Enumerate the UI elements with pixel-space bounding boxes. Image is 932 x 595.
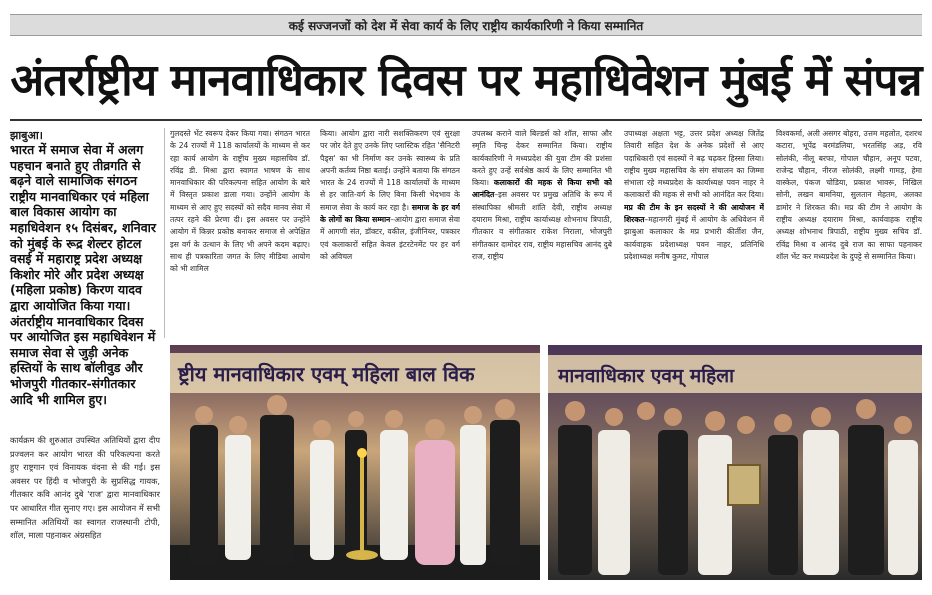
subheading: मप्र की टीम के इन सदस्यों ने की आयोजन में शिरकत — [624, 202, 764, 225]
stage-banner-text: मानवाधिकार एवम् महिला — [558, 365, 735, 387]
column-text: गुलदस्ते भेंट स्वरूप देकर किया गया। संगठन भारत के 24 राज्यों में 118 कार्यालयों के माध्यम से कर रहा कार्य आयोग के राष्ट्रीय मुख्य महासचिव डॉ. रविंद्र डी. मिश्रा द्वारा स्वागत भाषण के साथ मानवाधिकार की परिकल्पना सहित आयोग के बारे में विस्तृत प्रकाश डाला गया। उन्होंने आयोग के माध्यम से आए हुए सदस्यों को सदैव मानव सेवा में तत्पर रहने की प्रेरणा दी। इस अवसर पर उन्होंने आयोग में किन्नर प्रकोष्ठ बनाकर समाज से अपेक्षित इस वर्ग के उत्थान के लिए भी अपने कदम बढ़ाए। साथ ही पत्रकारिता जगत के लिए मीडिया आयोग को भी शामिल — [170, 129, 310, 274]
main-headline: अंतर्राष्ट्रीय मानवाधिकार दिवस पर महाधिवेशन मुंबई में संपन्न — [10, 55, 922, 106]
article-column-5 — [776, 128, 922, 338]
subheading: कलाकारों की महक से किया सभी को आनंदित — [472, 178, 612, 200]
column-text: –महानगरी मुंबई में आयोग के अधिवेशन में झाबुआ कलाकार के मप्र प्रभारी कीर्तीश जैन, कार्यवाहक प्रदेशाध्यक्ष पवन नाहर, प्रतिनिधि प्रदेशाध्यक्ष मनीष कुमट, गोपाल — [624, 215, 764, 261]
column-text: विश्वकर्मा, अली असगर बोहरा, उत्तम महलोत, दशरथ कटारा, भूपेंद्र बरमंडलिया, भरतसिंह अड़, रवि सोलंकी, नीलू बरफा, गोपाल चौहान, अनूप पटवा, राजेन्द्र चौहान, नीरज सोलंकी, लक्ष्मी गामड़, हेमा वास्केल, पंकज चोडिया, प्रकाश भावरू, निखिल सोनी, लखन बामनिया, सुलतान मेहतम, अलका डामोर ने शिरकत की। मप्र की टीम ने आयोग के राष्ट्रीय अध्यक्ष दयाराम मिश्रा, कार्यवाहक राष्ट्रीय अध्यक्ष शोभनाथ त्रिपाठी, राष्ट्रीय मुख्य सचिव डॉ. रविंद्र मिश्रा व आनंद दुबे राज का साफा पहनाकर शॉल भेंट कर मध्यप्रदेश के दुपट्टे से सम्मानित किया। — [776, 129, 922, 261]
subheading: समाज के हर वर्ग के लोगों का किया सम्मान — [320, 202, 460, 225]
photo-lamp-lighting — [170, 345, 540, 580]
article-column-3 — [472, 128, 612, 338]
dateline: झाबुआ। — [10, 129, 43, 142]
column-text: किया। आयोग द्वारा नारी सशक्तिकरण एवं सुरक्षा पर जोर देते हुए उनके लिए प्लास्टिक रहित 'सैनिटरी पैड्स' का भी निर्माण कर उनके स्वास्थ्य के प्रति अपनी कर्तव्य निष्ठा बताई। उन्होंने बताया कि संगठन भारत के 24 राज्यों में 118 कार्यालयों के माध्यम से हर जाति-वर्ग के लिए बिना किसी भेदभाव के समाज सेवा के कार्य कर रहा है। — [320, 129, 460, 212]
column-text: उपाध्यक्ष अक्षता भट्ट, उत्तर प्रदेश अध्यक्ष जितेंद्र तिवारी सहित देश के अनेक प्रदेशों से आए पदाधिकारी एवं सदस्यों ने बढ़ चढ़कर हिस्सा लिया। राष्ट्रीय मुख्य महासचिव के संग संचालन का जिम्मा संभाला रहे मध्यप्रदेश के कार्याध्यक्ष पवन नाहर ने कलाकारों की महक से सभी को आनंदित कर दिया। — [624, 129, 764, 200]
photo-caption-text: कार्यक्रम की शुरुआत उपस्थित अतिथियों द्वारा दीप प्रज्वलन कर आयोग भारत की परिकल्पना करते हुए राष्ट्रगान एवं विनायक वंदना से की गई। इस अवसर पर हिंदी व भोजपुरी के सुप्रसिद्ध गायक, गीतकार कवि आनंद दुबे 'राज' द्वारा मानवाधिकार पर आधारित गीत सुनाए गए। इस आयोजन में सभी सम्मानित अतिथियों का स्वागत राजस्थानी टोपी, शॉल, माला पहनाकर अंग्रसहित — [10, 435, 160, 541]
lead-paragraph: भारत में समाज सेवा में अलग पहचान बनाते हुए तीव्रगति से बढ़ने वाले सामाजिक संगठन राष्ट्रीय मानवाधिकार एवं महिला बाल विकास आयोग का महाधिवेशन १५ दिसंबर, शनिवार को मुंबई के रूद्र शेल्टर होटल वसई में महाराष्ट्र प्रदेश अध्यक्ष किशोर मोरे और प्रदेश अध्यक्ष (महिला प्रकोष्ठ) किरण यादव द्वारा आयोजित किया गया। अंतर्राष्ट्रीय मानवाधिकार दिवस पर आयोजित इस महाधिवेशन में समाज सेवा से जुड़ी अनेक हस्तियों के साथ बॉलीवुड और भोजपुरी गीतकार-संगीतकार आदि भी शामिल हुए। — [10, 142, 157, 407]
column-text: उपलब्ध कराने वाले बिल्डर्स को शॉल, साफा और स्मृति चिन्ह देकर सम्मानित किया। राष्ट्रीय कार्यकारिणी ने मध्यप्रदेश की युवा टीम की प्रशंसा करते हुए उन्हें सर्वश्रेष्ठ कार्य के लिए सम्मानित भी किया। — [472, 129, 612, 188]
article-column-4 — [624, 128, 764, 338]
column-text: –इस अवसर पर प्रमुख अतिथि के रूप में संस्थापिका श्रीमती शांति देवी, राष्ट्रीय अध्यक्ष दयाराम मिश्रा, राष्ट्रीय कार्याध्यक्ष शोभनाथ त्रिपाठी, गीतकार व संगीतकार राकेश निराला, भोजपुरी संगीतकार दामोदर राव, राष्ट्रीय महासचिव आनंद दुबे राज, राष्ट्रीय — [472, 190, 612, 261]
photo-felicitation — [548, 345, 922, 580]
stage-banner-text: ष्ट्रीय मानवाधिकार एवम् महिला बाल विक — [178, 362, 475, 386]
article-column-2 — [320, 128, 460, 338]
headline-rule — [10, 119, 922, 121]
column-divider — [164, 128, 165, 338]
article-column-1 — [170, 128, 310, 338]
column-text: –आयोग द्वारा समाज सेवा में आगणी संत, डॉक्टर, वकील, इंजीनियर, पत्रकार एवं कलाकारों सहित केवल इंटरटेनमेंट पर हर वर्ग को अविचल — [320, 215, 460, 261]
kicker-headline: कई सज्जनजों को देश में सेवा कार्य के लिए राष्ट्रीय कार्यकारिणी ने किया सम्मानित — [10, 14, 922, 36]
photo-lamp-lighting-graphic — [170, 345, 540, 580]
photo-felicitation-graphic — [548, 345, 922, 580]
